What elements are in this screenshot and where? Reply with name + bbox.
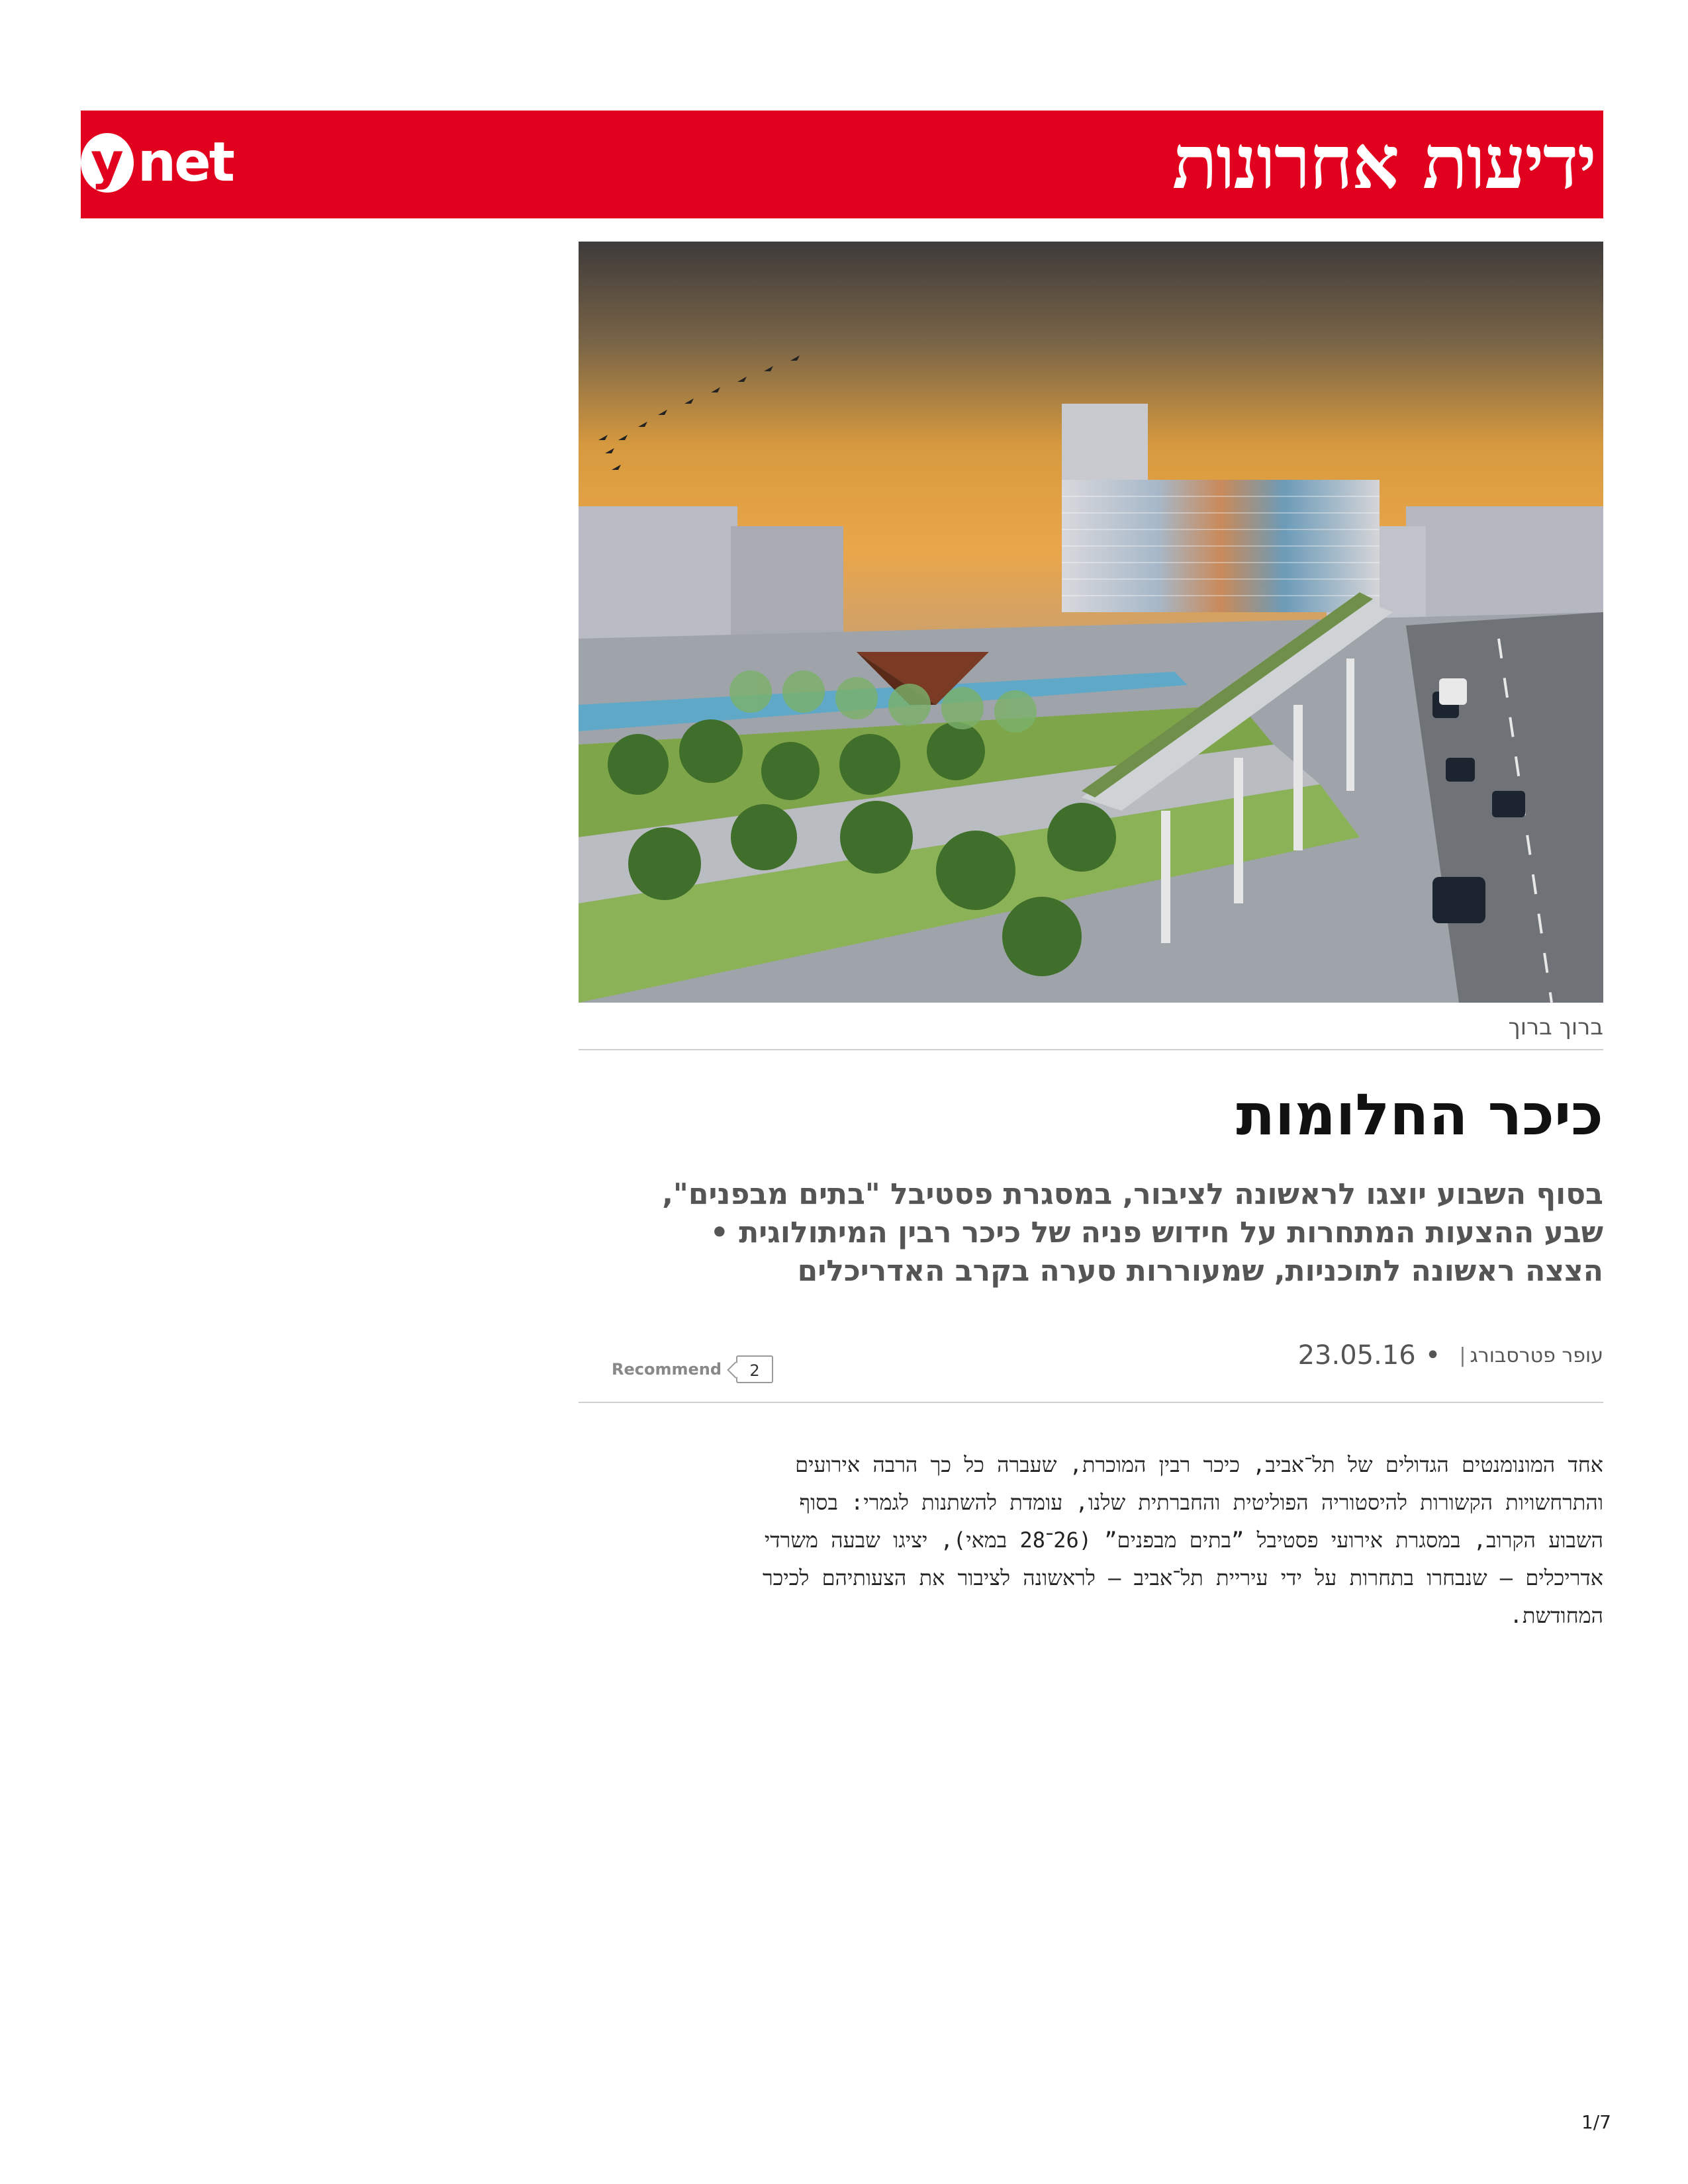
image-credit: ברוך ברוך <box>1508 1014 1603 1040</box>
byline-separator: | <box>1459 1343 1466 1367</box>
author-name[interactable]: עופר פטרסבורג <box>1470 1343 1603 1367</box>
bullet-icon: • <box>1425 1340 1441 1371</box>
recommend-widget[interactable] <box>612 1355 773 1383</box>
page-number: 1/7 <box>1581 2111 1611 2133</box>
body-line: אדריכלים – שנבחרו בתחרות על ידי עיריית תל־אביב – לראשונה לציבור את הצעותיהם לכיכר <box>762 1565 1603 1590</box>
article-body <box>579 1446 1603 1635</box>
ynet-logo-y: y <box>81 133 134 193</box>
divider-top <box>579 1049 1603 1050</box>
masthead-bar <box>81 111 1603 218</box>
body-line: השבוע הקרוב, במסגרת אירועי פסטיבל ”בתים מבפנים” (26־28 במאי), יציגו שבעה משרדי <box>764 1527 1603 1553</box>
recommend-button[interactable]: Recommend <box>612 1360 722 1379</box>
body-line: והתרחשויות הקשורות להיסטוריה הפוליטית והחברתית שלנו, עומדת להשתנות לגמרי: בסוף <box>799 1490 1603 1515</box>
byline <box>1298 1340 1603 1371</box>
divider-bottom <box>579 1402 1603 1403</box>
subheadline-line: שבע ההצעות המתחרות על חידוש פניה של כיכר רבין המיתולוגית • <box>710 1216 1603 1250</box>
subheadline-line: בסוף השבוע יוצגו לראשונה לציבור, במסגרת פסטיבל "בתים מבפנים", <box>662 1177 1603 1211</box>
article-subheadline <box>579 1175 1603 1291</box>
publish-date: 23.05.16 <box>1297 1340 1416 1371</box>
rabin-square-rendering <box>579 242 1603 1003</box>
subheadline-line: הצצה ראשונה לתוכניות, שמעוררות סערה בקרב האדריכלים <box>797 1254 1603 1288</box>
article-headline: כיכר החלומות <box>1236 1082 1603 1148</box>
ynet-logo[interactable] <box>81 126 233 199</box>
recommend-count: 2 <box>736 1355 773 1383</box>
body-line: המחודשת. <box>1509 1603 1603 1628</box>
article-image <box>579 242 1603 1003</box>
ynet-logo-net: net <box>137 131 233 194</box>
body-line: אחד המונומנטים הגדולים של תל־אביב, כיכר רבין המוכרת, שעברה כל כך הרבה אירועים <box>795 1452 1603 1477</box>
masthead-title: ידיעות אחרונות <box>1172 119 1595 206</box>
